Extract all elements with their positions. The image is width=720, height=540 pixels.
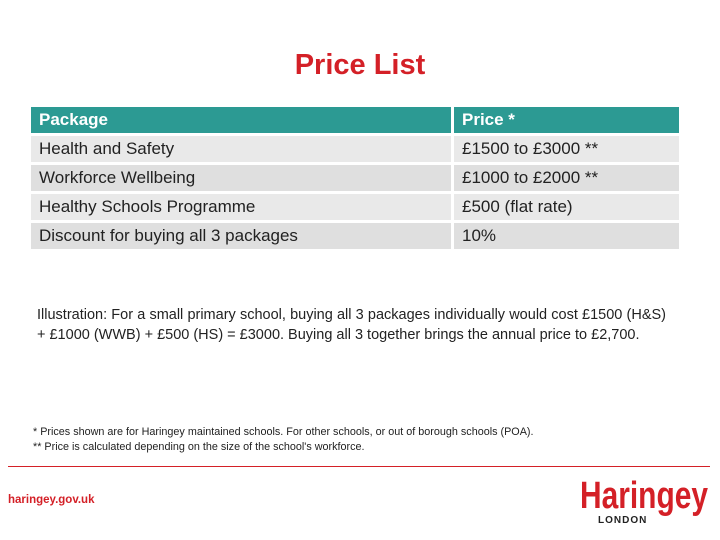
footnote-1: * Prices shown are for Haringey maintained schools. For other schools, or out of borough schools (POA).: [33, 426, 534, 438]
price-cell: 10%: [454, 223, 679, 252]
price-table: [31, 107, 679, 252]
table-row: [31, 194, 679, 223]
table-header-row: [31, 107, 679, 136]
logo-subtitle: LONDON: [598, 515, 648, 526]
table-row: [31, 136, 679, 165]
package-cell: Health and Safety: [31, 136, 454, 165]
column-header-price: Price *: [454, 107, 679, 136]
illustration-paragraph: Illustration: For a small primary school, buying all 3 packages individually would cost £1500 (H&S) + £1000 (WWB) + £500 (HS) = £3000. Buying all 3 together brings the annual price to £2,700.: [37, 307, 666, 343]
table-row: [31, 165, 679, 194]
price-cell: £500 (flat rate): [454, 194, 679, 223]
price-cell: £1000 to £2000 **: [454, 165, 679, 194]
footnote-2: ** Price is calculated depending on the size of the school's workforce.: [33, 441, 365, 453]
price-cell: £1500 to £3000 **: [454, 136, 679, 165]
logo-wordmark: Haringey: [580, 475, 708, 517]
package-cell: Discount for buying all 3 packages: [31, 223, 454, 252]
footer-divider: [8, 466, 710, 467]
footnotes: [33, 425, 673, 455]
haringey-logo: [578, 470, 712, 528]
page-title: Price List: [294, 49, 426, 81]
package-cell: Healthy Schools Programme: [31, 194, 454, 223]
website-link[interactable]: haringey.gov.uk: [8, 494, 95, 506]
table-row: [31, 223, 679, 252]
package-cell: Workforce Wellbeing: [31, 165, 454, 194]
column-header-package: Package: [31, 107, 454, 136]
